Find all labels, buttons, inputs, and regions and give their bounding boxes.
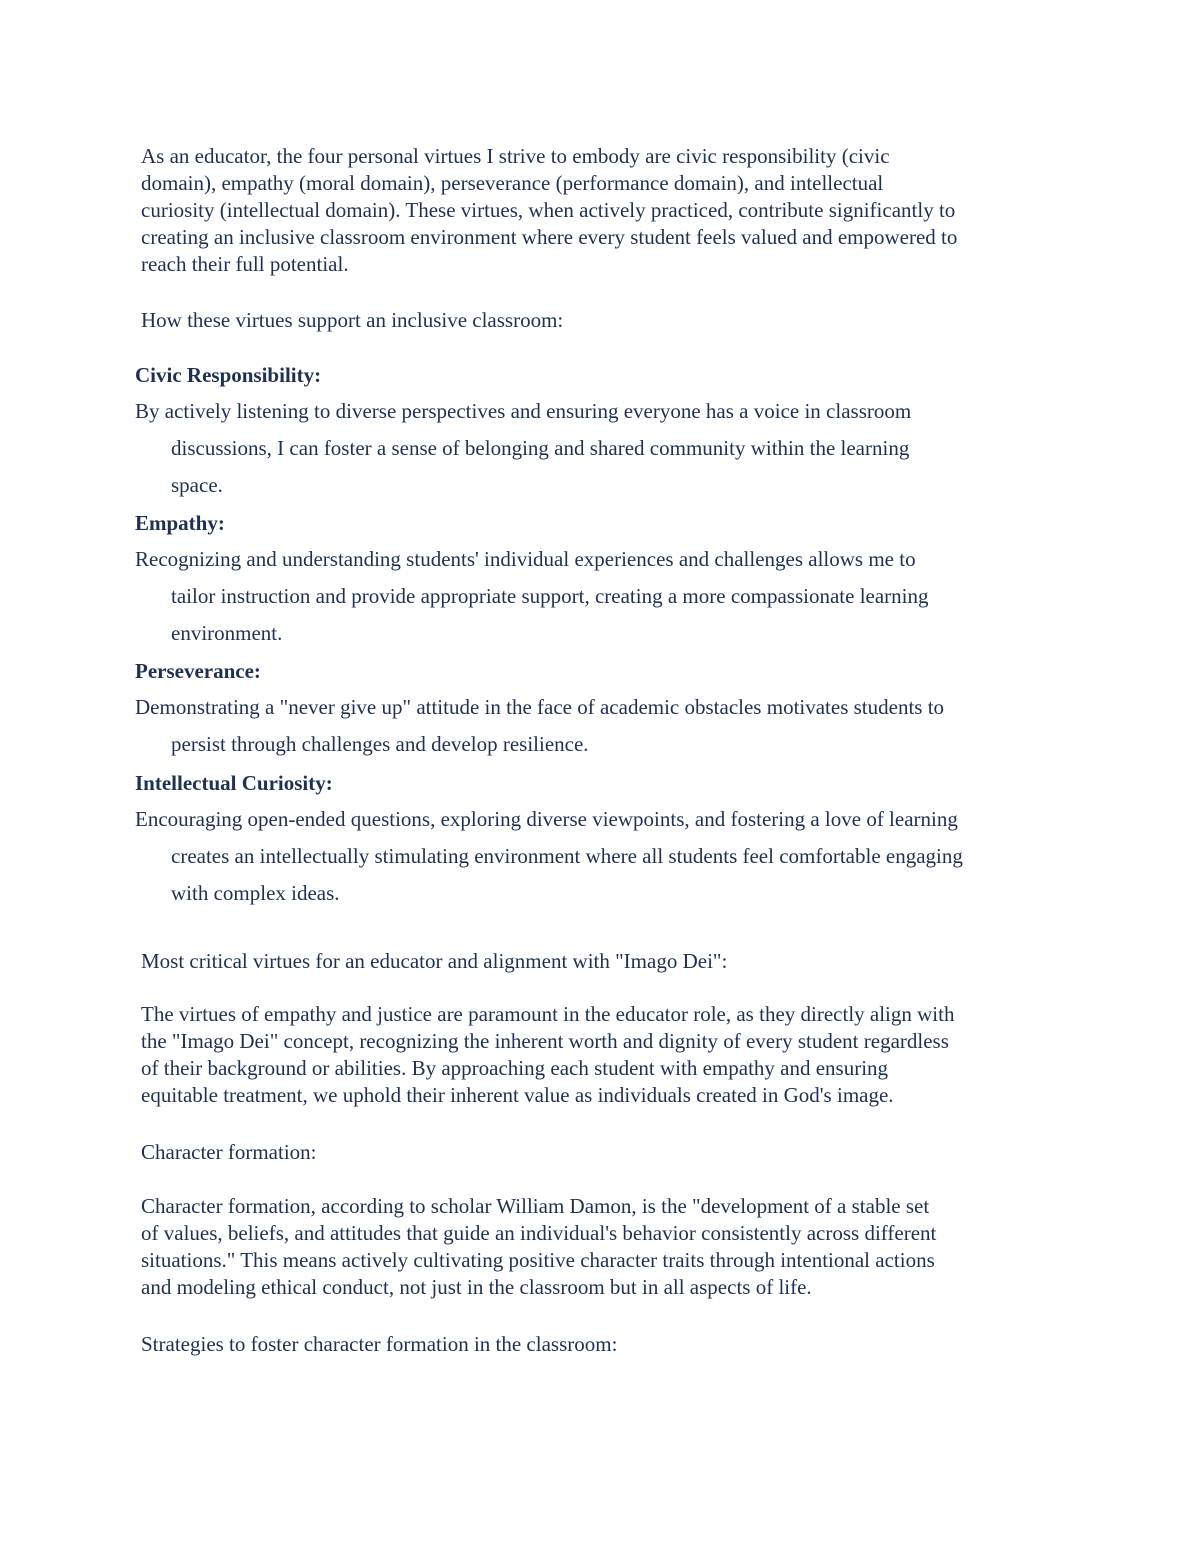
character-formation-paragraph [141, 1193, 936, 1301]
virtue-line: tailor instruction and provide appropriate support, creating a more compassionate learning [171, 584, 929, 608]
paragraph-line: equitable treatment, we uphold their inherent value as individuals created in God's image. [141, 1083, 894, 1107]
paragraph-line: situations." This means actively cultivating positive character traits through intentional actions [141, 1248, 935, 1272]
intro-line: domain), empathy (moral domain), perseverance (performance domain), and intellectual [141, 171, 884, 195]
virtue-line: Recognizing and understanding students' individual experiences and challenges allows me to [135, 547, 916, 571]
intro-line: reach their full potential. [141, 252, 349, 276]
virtue-title-civic-responsibility: Civic Responsibility: [135, 363, 322, 387]
virtue-description-perseverance [135, 689, 944, 763]
strategies-heading: Strategies to foster character formation in the classroom: [141, 1332, 618, 1356]
paragraph-line: Character formation, according to scholar William Damon, is the "development of a stable set [141, 1194, 930, 1218]
virtue-line: with complex ideas. [171, 881, 340, 905]
virtue-line: creates an intellectually stimulating environment where all students feel comfortable engaging [171, 844, 963, 868]
virtue-title-intellectual-curiosity: Intellectual Curiosity: [135, 771, 333, 795]
virtue-description-civic-responsibility [135, 393, 911, 504]
virtue-description-empathy [135, 541, 929, 652]
virtue-line: environment. [171, 621, 283, 645]
paragraph-line: and modeling ethical conduct, not just in the classroom but in all aspects of life. [141, 1275, 812, 1299]
paragraph-line: The virtues of empathy and justice are paramount in the educator role, as they directly align with [141, 1002, 955, 1026]
intro-line: creating an inclusive classroom environment where every student feels valued and empowered to [141, 225, 958, 249]
virtue-line: Encouraging open-ended questions, exploring diverse viewpoints, and fostering a love of learning [135, 807, 958, 831]
support-heading: How these virtues support an inclusive classroom: [141, 308, 564, 332]
virtue-line: space. [171, 473, 223, 497]
character-formation-heading: Character formation: [141, 1140, 317, 1164]
paragraph-line: of values, beliefs, and attitudes that guide an individual's behavior consistently across different [141, 1221, 937, 1245]
virtue-title-perseverance: Perseverance: [135, 659, 261, 683]
virtue-line: By actively listening to diverse perspectives and ensuring everyone has a voice in classroom [135, 399, 912, 423]
virtue-line: Demonstrating a "never give up" attitude in the face of academic obstacles motivates students to [135, 695, 945, 719]
intro-line: As an educator, the four personal virtues I strive to embody are civic responsibility (civic [141, 144, 890, 168]
virtue-line: persist through challenges and develop resilience. [171, 732, 589, 756]
imago-dei-paragraph [141, 1001, 954, 1109]
paragraph-line: the "Imago Dei" concept, recognizing the inherent worth and dignity of every student regardless [141, 1029, 949, 1053]
virtue-description-intellectual-curiosity [135, 801, 963, 912]
intro-line: curiosity (intellectual domain). These virtues, when actively practiced, contribute significantly to [141, 198, 956, 222]
intro-paragraph [141, 143, 957, 278]
virtue-title-empathy: Empathy: [135, 511, 225, 535]
virtue-line: discussions, I can foster a sense of belonging and shared community within the learning [171, 436, 910, 460]
imago-dei-heading: Most critical virtues for an educator and alignment with "Imago Dei": [141, 949, 728, 973]
paragraph-line: of their background or abilities. By approaching each student with empathy and ensuring [141, 1056, 889, 1080]
